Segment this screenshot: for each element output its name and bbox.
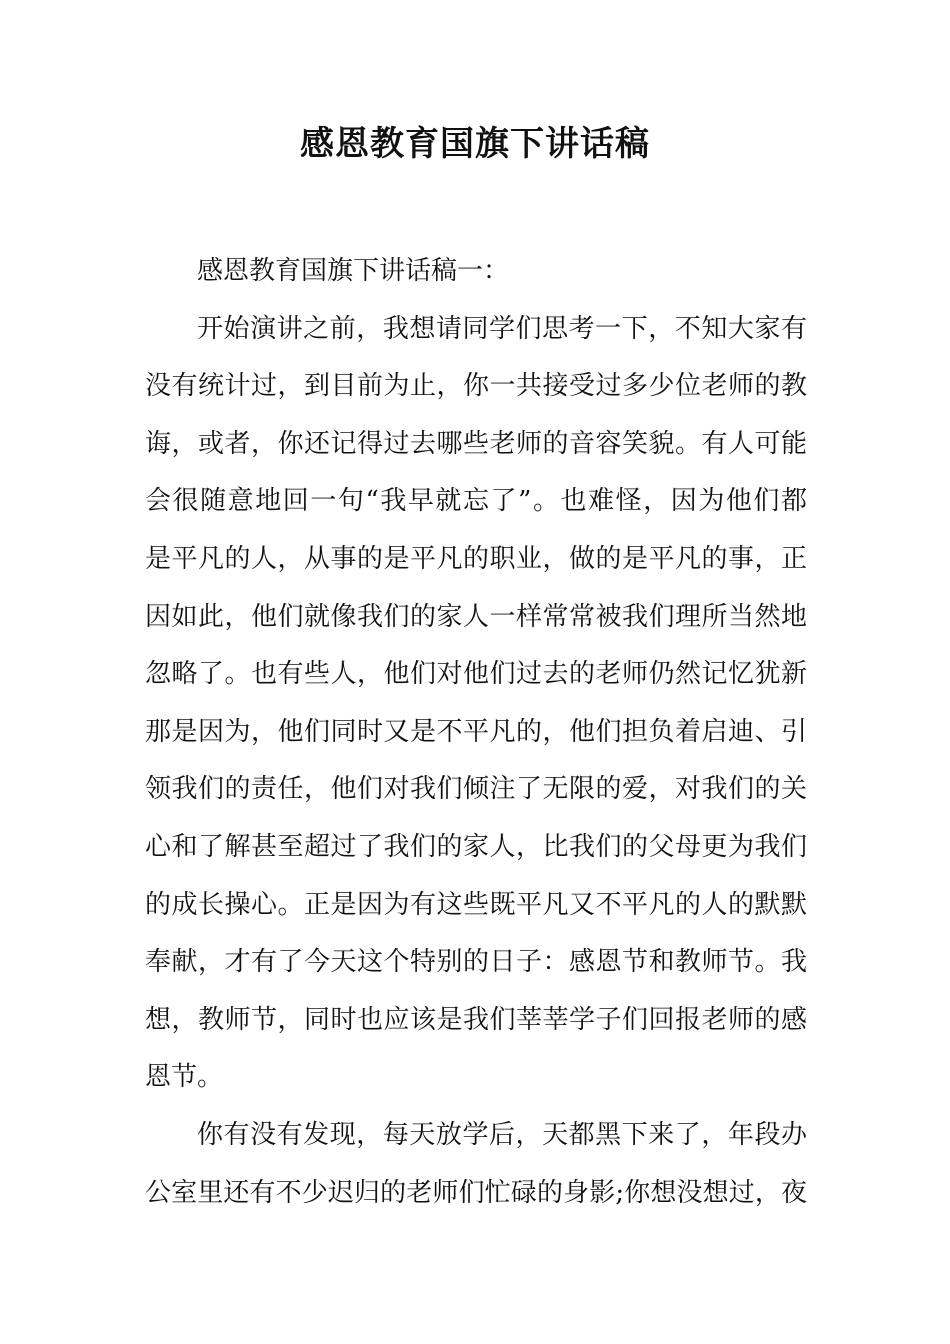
paragraph-line: 没有统计过，到目前为止，你一共接受过多少位老师的教 (145, 371, 807, 402)
paragraph-line: 是平凡的人，从事的是平凡的职业，做的是平凡的事，正 (145, 543, 807, 574)
paragraph-line: 忽略了。也有些人，他们对他们过去的老师仍然记忆犹新 (145, 659, 807, 690)
paragraph-line: 感恩教育国旗下讲话稿一： (197, 256, 510, 286)
paragraph-line: 开始演讲之前，我想请同学们思考一下，不知大家有 (197, 313, 807, 344)
paragraph-3 (145, 1107, 807, 1222)
paragraph-line: 的成长操心。正是因为有这些既平凡又不平凡的人的默默 (145, 889, 807, 920)
paragraph-line: 领我们的责任，他们对我们倾注了无限的爱，对我们的关 (145, 774, 807, 805)
paragraph-line: 心和了解甚至超过了我们的家人，比我们的父母更为我们 (145, 831, 807, 862)
paragraph-line: 奉献，才有了今天这个特别的日子：感恩节和教师节。我 (145, 947, 807, 978)
paragraph-line: 想，教师节，同时也应该是我们莘莘学子们回报老师的感 (145, 1004, 807, 1035)
paragraph-1 (145, 243, 807, 301)
paragraph-line: 公室里还有不少迟归的老师们忙碌的身影;你想没想过，夜 (145, 1177, 807, 1208)
paragraph-line: 会很随意地回一句“我早就忘了”。也难怪，因为他们都 (145, 486, 807, 517)
paragraph-line: 诲，或者，你还记得过去哪些老师的音容笑貌。有人可能 (145, 428, 807, 459)
paragraph-line: 你有没有发现，每天放学后，天都黑下来了，年段办 (197, 1119, 807, 1150)
paragraph-line: 恩节。 (145, 1062, 224, 1093)
paragraph-line: 因如此，他们就像我们的家人一样常常被我们理所当然地 (145, 601, 807, 632)
paragraph-line: 那是因为，他们同时又是不平凡的，他们担负着启迪、引 (145, 716, 807, 747)
document-title: 感恩教育国旗下讲话稿 (300, 124, 650, 164)
paragraph-2 (145, 301, 807, 1107)
document-body (145, 243, 807, 1222)
